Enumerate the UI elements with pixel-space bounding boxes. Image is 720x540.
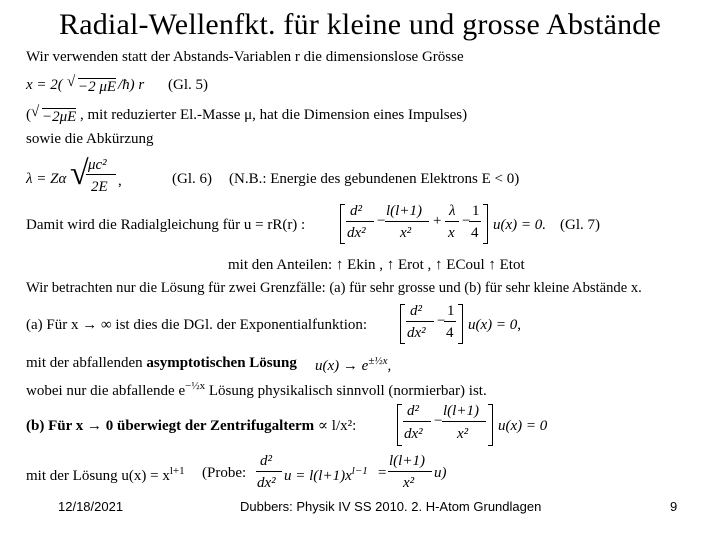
eq7-bar3 <box>445 221 459 222</box>
eq7-d2: d² <box>350 203 362 219</box>
case-a-dx2: dx² <box>407 325 426 341</box>
probe-bar1 <box>256 471 282 472</box>
eq7-minus2: − <box>462 213 471 229</box>
eq7-bar2 <box>385 221 429 222</box>
eq7-tag: (Gl. 7) <box>560 217 600 233</box>
eq7-four: 4 <box>471 225 479 241</box>
mom-sqrt-sign: √ <box>31 104 40 120</box>
eq6-lhs: λ = Zα <box>26 171 67 187</box>
phys-rest: Lösung physikalisch sinnvoll (normierbar) ist. <box>205 383 487 399</box>
case-a-minus: − <box>437 313 446 329</box>
case-b-rhs: u(x) = 0 <box>498 418 548 434</box>
eq7-minus: − <box>377 213 386 229</box>
mom-rest: , mit reduzierter El.-Masse μ, hat die Dimension eines Impulses) <box>80 107 468 123</box>
probe-l: l(l+1) <box>389 453 425 469</box>
eq6-comma: , <box>118 173 122 189</box>
case-b-line <box>26 419 356 434</box>
case-a-bar2 <box>444 321 456 322</box>
eq5-lhs: x = 2( <box>26 77 63 93</box>
phys-line <box>26 381 487 399</box>
eq6-den: 2E <box>91 179 108 195</box>
case-b-bracket-right <box>488 404 493 446</box>
asym-exp: ±½x <box>368 355 388 367</box>
asym-sol <box>315 356 391 374</box>
probe-exp: l−1 <box>351 465 368 477</box>
phys-pre: wobei nur die abfallende e <box>26 383 186 399</box>
case-a-one: 1 <box>447 303 455 319</box>
mom-open: ( <box>26 107 31 123</box>
eq6-tag: (Gl. 6) <box>172 171 212 187</box>
case-b-x2: x² <box>457 426 469 442</box>
probe-end: u) <box>434 465 447 481</box>
intro-text: Wir verwenden statt der Abstands-Variablen r die dimensionslose Grösse <box>26 49 464 65</box>
case-a-text: (a) Für x → ∞ ist dies die DGl. der Exponentialfunktion: <box>26 317 368 333</box>
probe-eq: = <box>378 465 387 481</box>
eq7-lambda: λ <box>449 203 456 219</box>
eq7-dx2: dx² <box>347 225 366 241</box>
sol-line <box>26 466 185 484</box>
sol-exp: l+1 <box>169 465 185 477</box>
probe-open: (Probe: <box>202 465 247 481</box>
slide-title: Radial-Wellenfkt. für kleine und grosse Abstände <box>58 8 662 41</box>
footer-date: 12/18/2021 <box>58 499 124 514</box>
case-a-bracket-right <box>458 304 463 344</box>
eq7-one: 1 <box>472 203 480 219</box>
asym-sol-text: u(x) → e <box>315 358 369 374</box>
probe-bar2 <box>388 471 432 472</box>
asym-bold: asymptotischen Lösung <box>146 355 297 371</box>
case-a-bracket-left <box>400 304 405 344</box>
case-a-four: 4 <box>446 325 454 341</box>
eq7-x: x <box>448 225 455 241</box>
eq5-sqrt-sign: √ <box>67 74 76 90</box>
abbrev-text: sowie die Abkürzung <box>26 131 154 147</box>
asym-pre: mit der abfallenden <box>26 355 147 371</box>
probe-mid <box>284 466 368 484</box>
eq7-plus: + <box>433 213 442 229</box>
case-a-bar1 <box>406 321 434 322</box>
eq6-sqrt-sign: √ <box>70 155 89 192</box>
case-b-rest: ∝ l/x²: <box>314 418 357 434</box>
case-b-l: l(l+1) <box>443 403 479 419</box>
asym-end: , <box>387 358 392 374</box>
eq7-bar4 <box>469 221 481 222</box>
footer-course: Dubbers: Physik IV SS 2010. 2. H-Atom Grundlagen <box>240 499 542 514</box>
mom-root: −2μE <box>42 109 77 125</box>
asym-line <box>26 356 297 371</box>
case-b-minus: − <box>434 413 443 429</box>
probe-d2: d² <box>260 453 272 469</box>
eq5-rest: /ħ) r <box>118 77 145 93</box>
eq5-tag: (Gl. 5) <box>168 77 208 93</box>
case-b-bold: (b) Für x → 0 überwiegt der Zentrifugalterm <box>26 418 315 434</box>
case-b-bar2 <box>442 421 486 422</box>
eq6-note: (N.B.: Energie des gebundenen Elektrons E < 0) <box>229 171 520 187</box>
case-b-bracket-left <box>397 404 402 446</box>
probe-mid-text: u = l(l+1)x <box>284 468 352 484</box>
probe-x2: x² <box>403 475 415 491</box>
eq7-rhs: u(x) = 0. <box>493 217 547 233</box>
eq6-num: μc² <box>88 157 107 173</box>
eq7-bracket-right <box>483 204 488 244</box>
eq5-root: −2 μE <box>78 79 117 95</box>
case-b-dx2: dx² <box>404 426 423 442</box>
radial-intro: Damit wird die Radialgleichung für u = rR(r) : <box>26 217 306 233</box>
case-b-bar1 <box>403 421 431 422</box>
case-a-rhs: u(x) = 0, <box>468 317 522 333</box>
sol-text: mit der Lösung u(x) = x <box>26 468 170 484</box>
case-a-d2: d² <box>410 303 422 319</box>
case-b-d2: d² <box>407 403 419 419</box>
eq7-bar1 <box>346 221 374 222</box>
probe-dx2: dx² <box>257 475 276 491</box>
parts-text: mit den Anteilen: ↑ Ekin , ↑ Erot , ↑ ECoul ↑ Etot <box>228 257 525 273</box>
phys-exp: −½x <box>185 380 206 392</box>
eq7-l: l(l+1) <box>386 203 422 219</box>
eq6-frac-bar <box>86 174 116 175</box>
eq7-x2: x² <box>400 225 412 241</box>
eq7-bracket-left <box>340 204 345 244</box>
limits-text: Wir betrachten nur die Lösung für zwei Grenzfälle: (a) für sehr grosse und (b) für sehr kleine Abstände x. <box>26 280 642 296</box>
footer-page-number: 9 <box>670 499 678 514</box>
